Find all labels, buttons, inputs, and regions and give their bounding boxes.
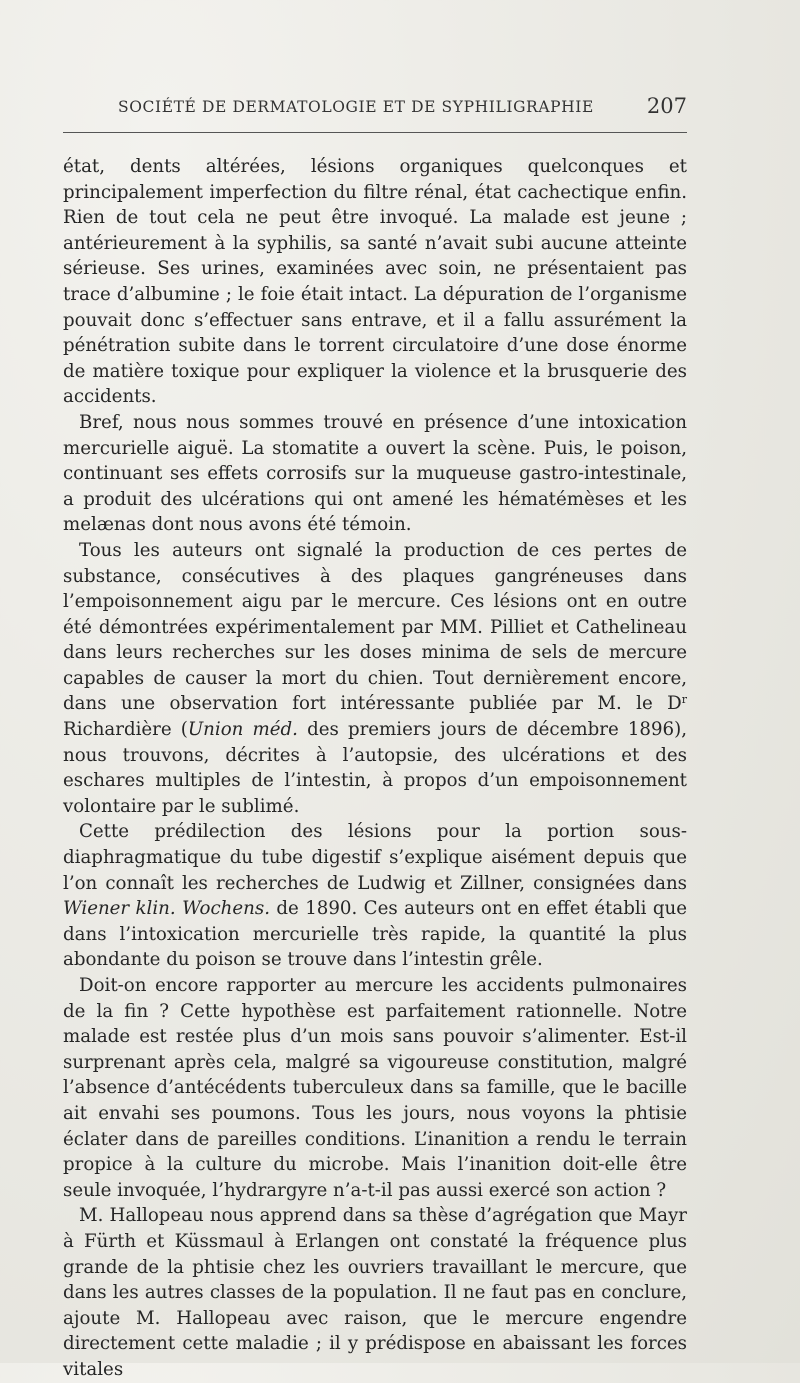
paragraph-3 — [63, 538, 687, 820]
journal-title-union-med: Union méd. — [187, 719, 298, 741]
paragraph-2: Bref, nous nous sommes trouvé en présence d’une intoxication mercurielle aiguë. La stomatite a ouvert la scène. Puis, le poison, continuant ses effets corrosifs sur la muqueuse gastro-intestinale, a produit des ulcérations qui ont amené les hématémèses et les melænas dont nous avons été témoin. — [63, 411, 687, 536]
doctor-superscript: r — [681, 693, 687, 707]
paragraph-4-part-b: de 1890. Ces auteurs ont en effet établi que dans l’intoxication mercurielle très rapide, la quantité la plus abondante du poison se trouve dans l’intestin grêle. — [63, 898, 687, 971]
paragraph-5: Doit-on encore rapporter au mercure les accidents pulmonaires de la fin ? Cette hypothèse est parfaitement rationnelle. Notre malade est restée plus d’un mois sans pouvoir s’alimenter. Est-il surprenant après cela, malgré sa vigoureuse constitution, malgré l’absence d’antécédents tuberculeux dans sa famille, que le bacille ait envahi ses poumons. Tous les jours, nous voyons la phtisie éclater dans de pareilles conditions. L’inanition a rendu le terrain propice à la culture du microbe. Mais l’inanition doit-elle être seule invoquée, l’hydrargyre n’a-t-il pas aussi exercé son action ? — [63, 975, 687, 1201]
running-head — [63, 92, 687, 122]
running-head-title: SOCIÉTÉ DE DERMATOLOGIE ET DE SYPHILIGRAPHIE — [118, 98, 594, 116]
header-rule — [63, 132, 687, 133]
page-number: 207 — [646, 94, 687, 118]
paragraph-6: M. Hallopeau nous apprend dans sa thèse d’agrégation que Mayr à Fürth et Küssmaul à Erlangen ont constaté la fréquence plus grande de la phtisie chez les ouvriers travaillant le mercure, que dans les autres classes de la population. Il ne faut pas en conclure, ajoute M. Hallopeau avec raison, que le mercure engendre directement cette maladie ; il y prédispose en abaissant les forces vitales — [63, 1205, 687, 1380]
journal-title-wiener-klin: Wiener klin. Wochens. — [63, 898, 270, 920]
body-text — [63, 154, 687, 1383]
paragraph-3-part-a: Tous les auteurs ont signalé la production de ces pertes de substance, consécutives à des plaques gangréneuses dans l’empoisonnement aigu par le mercure. Ces lésions ont en outre été démontrées expérimentalement par MM. Pilliet et Cathelineau dans leurs recherches sur les doses minima de sels de mercure capables de causer la mort du chien. Tout dernièrement encore, dans une observation fort intéressante publiée par M. le D — [63, 539, 687, 715]
paragraph-1: état, dents altérées, lésions organiques quelconques et principalement imperfection du filtre rénal, état cachectique enfin. Rien de tout cela ne peut être invoqué. La malade est jeune ; antérieurement à la syphilis, sa santé n’avait subi aucune atteinte sérieuse. Ses urines, examinées avec soin, ne présentaient pas trace d’albumine ; le foie était intact. La dépuration de l’organisme pouvait donc s’effectuer sans entrave, et il a fallu assurément la pénétration subite dans le torrent circulatoire d’une dose énorme de matière toxique pour expliquer la violence et la brusquerie des accidents. — [63, 156, 687, 408]
book-page — [63, 92, 687, 1380]
paragraph-4-part-a: Cette prédilection des lésions pour la portion sous-diaphragmatique du tube digestif s’explique aisément depuis que l’on connaît les recherches de Ludwig et Zillner, consignées dans — [63, 821, 687, 894]
paragraph-3-part-c: des premiers jours de décembre 1896), nous trouvons, décrites à l’autopsie, des ulcérations et des eschares multiples de l’intestin, à propos d’un empoisonnement volontaire par le sublimé. — [63, 719, 687, 817]
paragraph-4 — [63, 819, 687, 973]
paragraph-3-part-b: Richardière ( — [63, 719, 188, 741]
